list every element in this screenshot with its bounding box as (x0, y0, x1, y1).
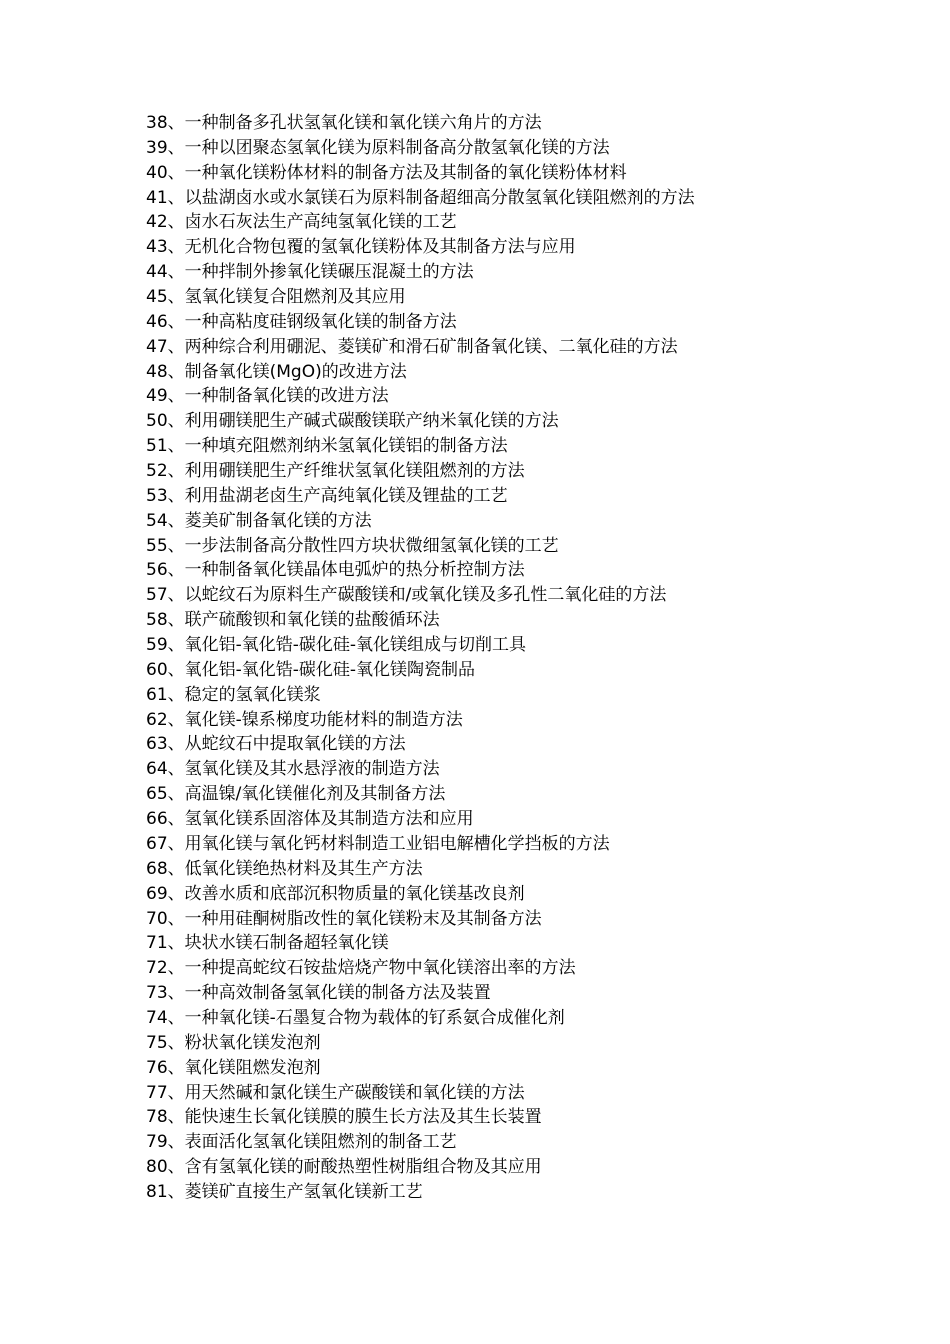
list-item: 59、氧化铝-氧化锆-碳化硅-氧化镁组成与切削工具 (146, 635, 527, 656)
list-item: 42、卤水石灰法生产高纯氢氧化镁的工艺 (146, 212, 457, 233)
list-item: 65、高温镍/氧化镁催化剂及其制备方法 (146, 784, 446, 805)
list-item: 58、联产硫酸钡和氧化镁的盐酸循环法 (146, 610, 440, 631)
list-item: 54、菱美矿制备氧化镁的方法 (146, 510, 372, 531)
list-item: 57、以蛇纹石为原料生产碳酸镁和/或氧化镁及多孔性二氧化硅的方法 (146, 585, 667, 606)
list-item: 56、一种制备氧化镁晶体电弧炉的热分析控制方法 (146, 560, 525, 581)
list-item: 72、一种提高蛇纹石铵盐焙烧产物中氧化镁溶出率的方法 (146, 958, 576, 979)
list-item: 39、一种以团聚态氢氧化镁为原料制备高分散氢氧化镁的方法 (146, 137, 610, 158)
list-item: 44、一种拌制外掺氧化镁碾压混凝土的方法 (146, 262, 474, 283)
list-item: 51、一种填充阻燃剂纳米氢氧化镁铝的制备方法 (146, 436, 508, 457)
list-item: 69、改善水质和底部沉积物质量的氧化镁基改良剂 (146, 883, 525, 904)
list-item: 45、氢氧化镁复合阻燃剂及其应用 (146, 287, 406, 308)
list-item: 63、从蛇纹石中提取氧化镁的方法 (146, 734, 406, 755)
list-item: 60、氧化铝-氧化锆-碳化硅-氧化镁陶瓷制品 (146, 659, 476, 680)
list-item: 52、利用硼镁肥生产纤维状氢氧化镁阻燃剂的方法 (146, 461, 525, 482)
list-item: 66、氢氧化镁系固溶体及其制造方法和应用 (146, 809, 474, 830)
list-item: 79、表面活化氢氧化镁阻燃剂的制备工艺 (146, 1132, 457, 1153)
list-item: 53、利用盐湖老卤生产高纯氧化镁及锂盐的工艺 (146, 485, 508, 506)
patent-title-list (146, 111, 695, 1205)
list-item: 78、能快速生长氧化镁膜的膜生长方法及其生长装置 (146, 1107, 542, 1128)
list-item: 67、用氧化镁与氧化钙材料制造工业铝电解槽化学挡板的方法 (146, 833, 610, 854)
list-item: 76、氧化镁阻燃发泡剂 (146, 1057, 321, 1078)
list-item: 40、一种氧化镁粉体材料的制备方法及其制备的氧化镁粉体材料 (146, 162, 627, 183)
list-item: 49、一种制备氧化镁的改进方法 (146, 386, 389, 407)
list-item: 62、氧化镁-镍系梯度功能材料的制造方法 (146, 709, 463, 730)
list-item: 81、菱镁矿直接生产氢氧化镁新工艺 (146, 1181, 423, 1202)
list-item: 80、含有氢氧化镁的耐酸热塑性树脂组合物及其应用 (146, 1157, 542, 1178)
list-item: 71、块状水镁石制备超轻氧化镁 (146, 933, 389, 954)
list-item: 64、氢氧化镁及其水悬浮液的制造方法 (146, 759, 440, 780)
list-item: 50、利用硼镁肥生产碱式碳酸镁联产纳米氧化镁的方法 (146, 411, 559, 432)
list-item: 74、一种氧化镁-石墨复合物为载体的钌系氨合成催化剂 (146, 1007, 565, 1028)
list-item: 43、无机化合物包覆的氢氧化镁粉体及其制备方法与应用 (146, 237, 576, 258)
list-item: 61、稳定的氢氧化镁浆 (146, 684, 321, 705)
list-item: 48、制备氧化镁(MgO)的改进方法 (146, 361, 407, 382)
list-item: 41、以盐湖卤水或水氯镁石为原料制备超细高分散氢氧化镁阻燃剂的方法 (146, 187, 695, 208)
list-item: 70、一种用硅酮树脂改性的氧化镁粉末及其制备方法 (146, 908, 542, 929)
list-item: 46、一种高粘度硅钢级氧化镁的制备方法 (146, 311, 457, 332)
list-item: 75、粉状氧化镁发泡剂 (146, 1032, 321, 1053)
list-item: 77、用天然碱和氯化镁生产碳酸镁和氧化镁的方法 (146, 1082, 525, 1103)
list-item: 68、低氧化镁绝热材料及其生产方法 (146, 858, 423, 879)
list-item: 47、两种综合利用硼泥、菱镁矿和滑石矿制备氧化镁、二氧化硅的方法 (146, 336, 678, 357)
list-item: 38、一种制备多孔状氢氧化镁和氧化镁六角片的方法 (146, 113, 542, 133)
list-item: 73、一种高效制备氢氧化镁的制备方法及装置 (146, 983, 491, 1004)
list-item: 55、一步法制备高分散性四方块状微细氢氧化镁的工艺 (146, 535, 559, 556)
